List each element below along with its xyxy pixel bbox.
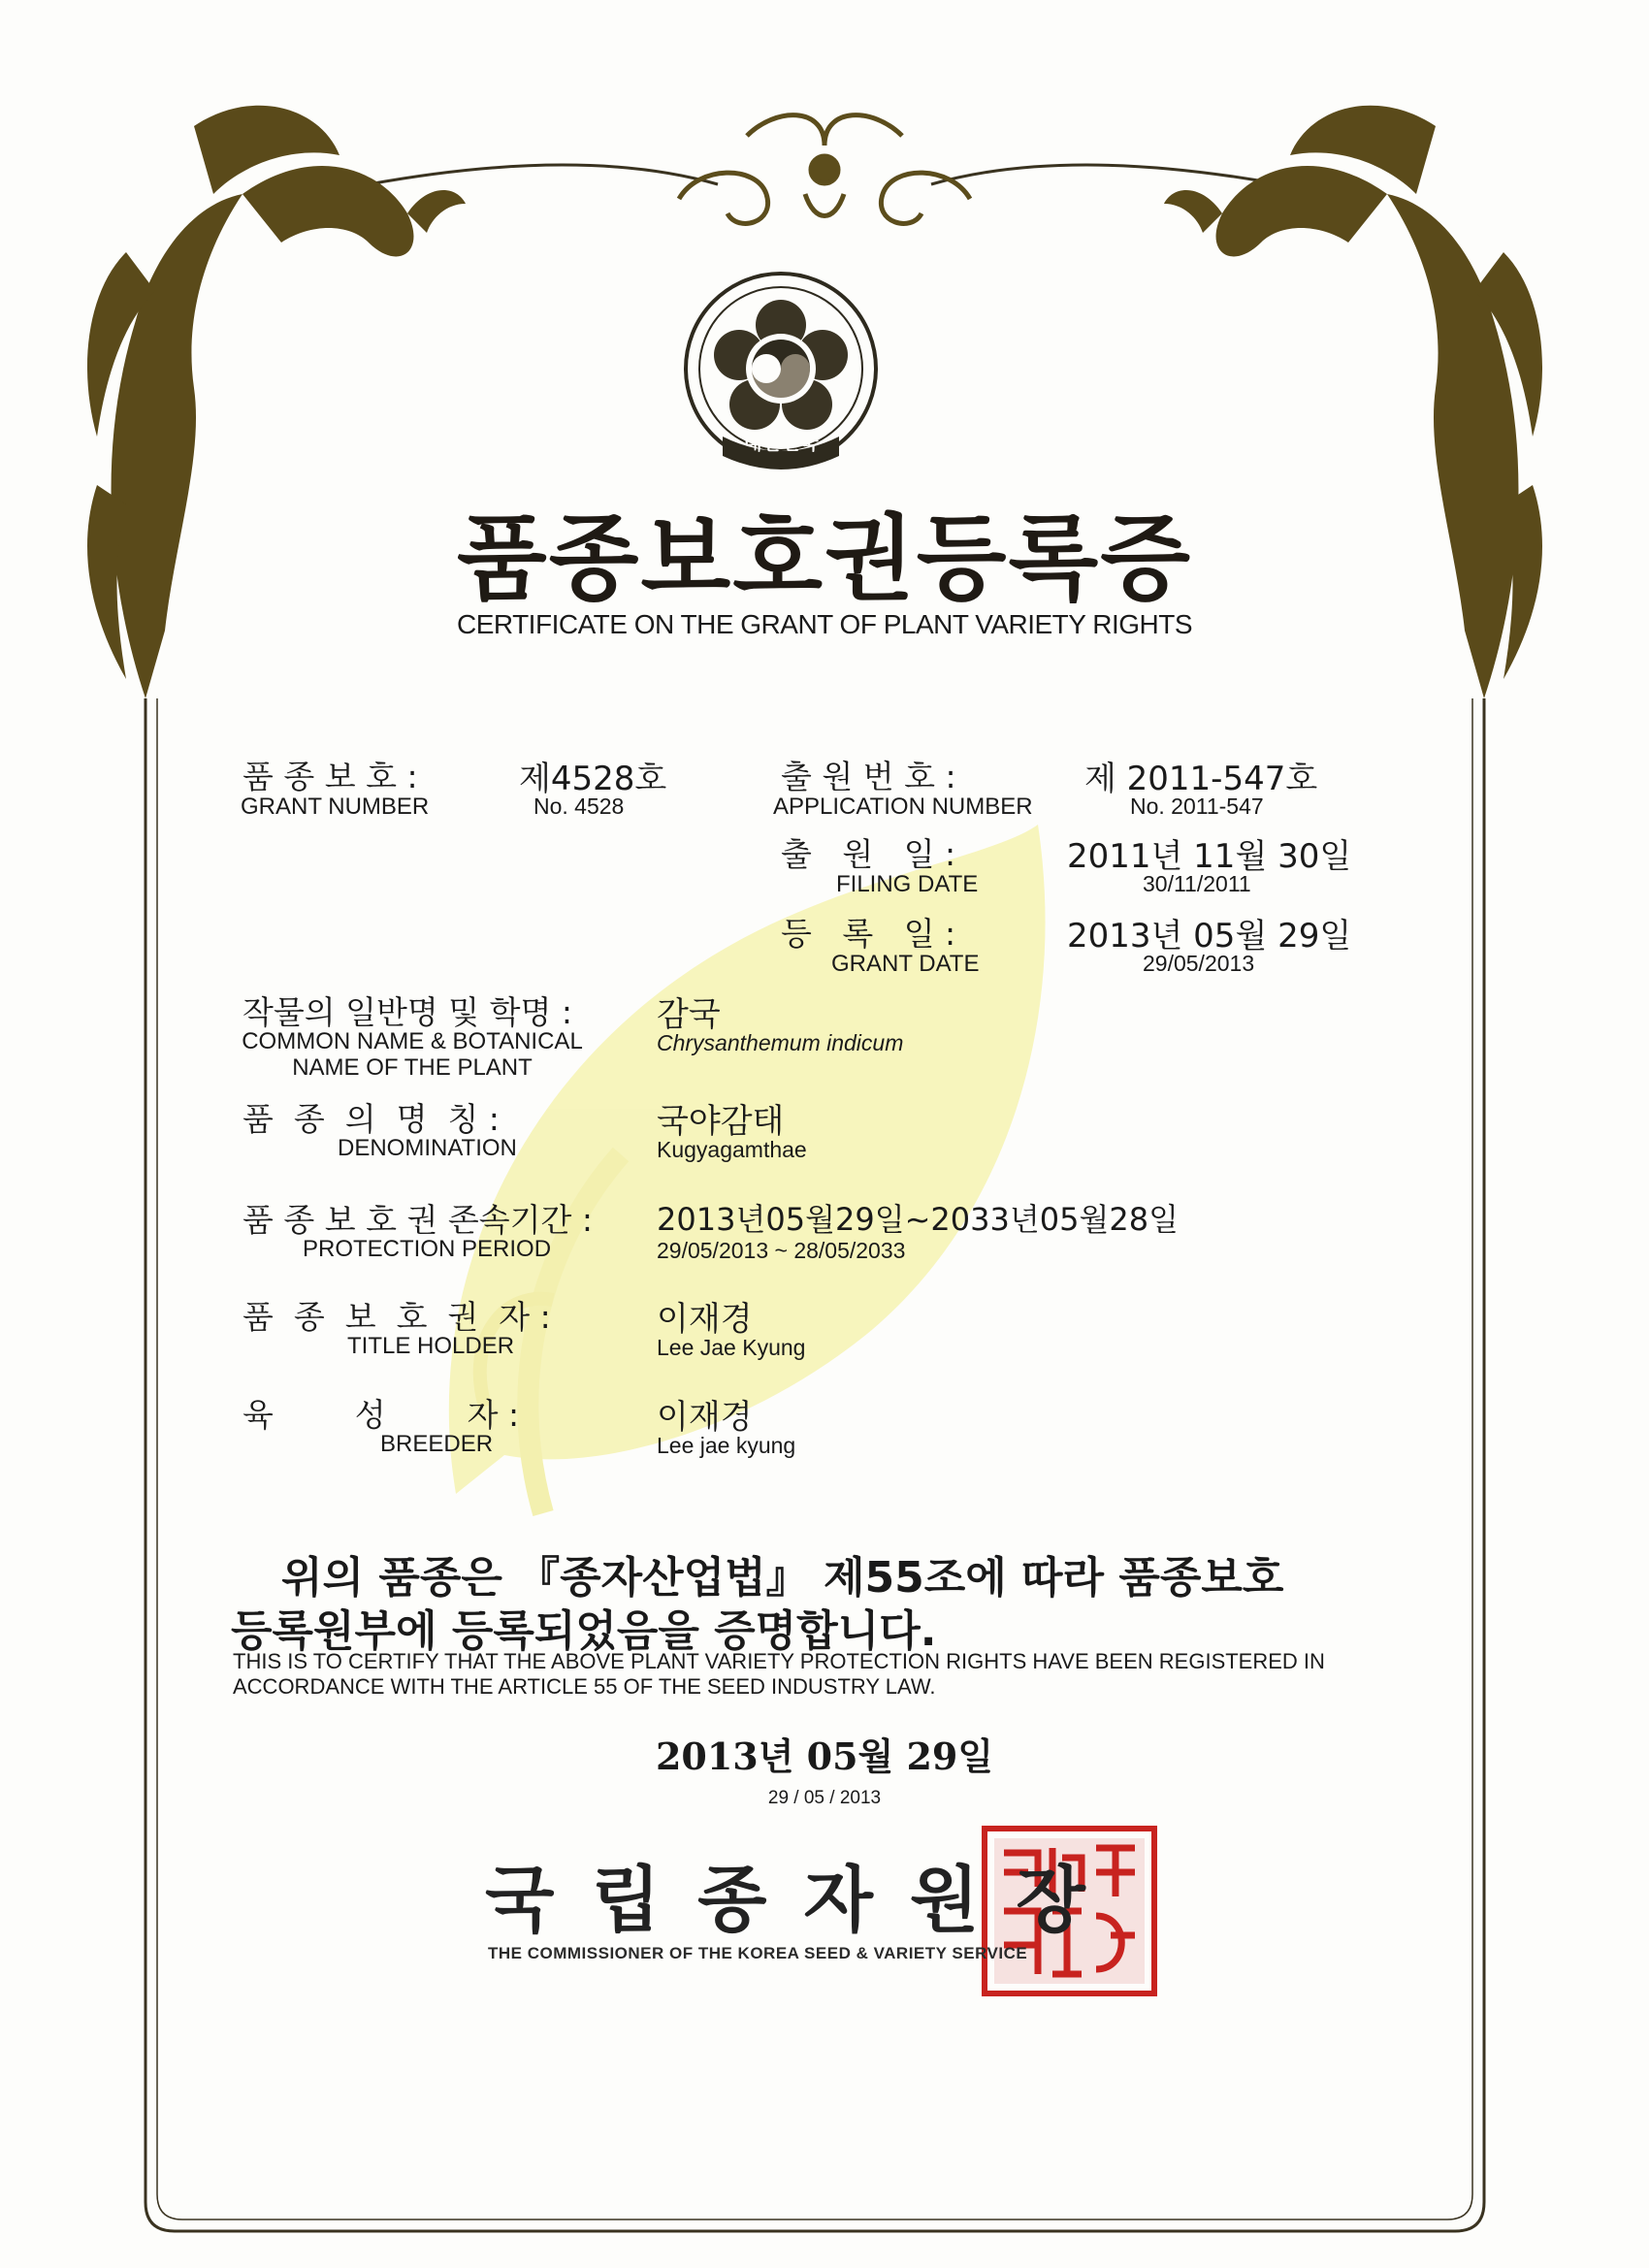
common-name-label-en-2: NAME OF THE PLANT [292,1054,533,1081]
grant-number-value: 제4528호 [519,760,667,798]
issue-date-en: 29 / 05 / 2013 [767,1788,882,1808]
page-title: 품종보호권등록증 [457,504,1192,613]
grant-date-value: 2013년 05월 29일 [1067,917,1352,956]
title-holder-value: 이재경 [657,1300,753,1339]
protection-period-value: 2013년05월29일~2033년05월28일 [657,1201,1180,1238]
grant-date-label-en: GRANT DATE [831,951,980,977]
title-holder-value-en: Lee Jae Kyung [657,1335,806,1360]
issuing-authority: 국립종자원장 [485,1859,1122,1942]
protection-period-label-en: PROTECTION PERIOD [303,1236,552,1262]
application-number-value-en: No. 2011-547 [1130,794,1264,819]
protection-period-label: 품 종 보 호 권 존속기간 : [242,1201,593,1239]
top-scroll-ornament [679,115,970,224]
denomination-value: 국야감태 [657,1102,785,1141]
title-holder-label-en: TITLE HOLDER [347,1333,515,1359]
common-name-value: 감국 [657,995,721,1034]
filing-date-value: 2011년 11월 30일 [1067,837,1352,876]
application-number-label: 출 원 번 호 : [781,758,956,795]
certification-ko-line-2: 등록원부에 등록되었음을 증명합니다. [231,1606,937,1656]
application-number-label-en: APPLICATION NUMBER [773,794,1033,820]
application-number-value: 제 2011-547호 [1084,760,1318,798]
filing-date-label: 출 원 일 : [781,835,956,873]
issue-date: 2013년 05월 29일 [655,1734,994,1778]
botanical-name-value: Chrysanthemum indicum [657,1030,904,1055]
protection-period-value-en: 29/05/2013 ~ 28/05/2033 [657,1238,906,1263]
certification-en-line-2: ACCORDANCE WITH THE ARTICLE 55 OF THE SEED INDUSTRY LAW. [233,1674,936,1699]
title-holder-label: 품 종 보 호 권 자 : [242,1298,551,1336]
denomination-label: 품 종 의 명 칭 : [242,1100,500,1138]
grant-number-value-en: No. 4528 [534,794,625,819]
denomination-value-en: Kugyagamthae [657,1137,807,1162]
grant-number-label-en: GRANT NUMBER [241,794,430,820]
breeder-value-en: Lee jae kyung [657,1433,796,1458]
breeder-label-en: BREEDER [380,1431,494,1457]
filing-date-label-en: FILING DATE [836,871,979,897]
common-name-label-en-1: COMMON NAME & BOTANICAL [242,1028,583,1054]
page-subtitle: CERTIFICATE ON THE GRANT OF PLANT VARIETY RIGHTS [456,609,1193,639]
common-name-label: 작물의 일반명 및 학명 : [242,993,572,1031]
grant-date-value-en: 29/05/2013 [1143,951,1255,976]
breeder-value: 이재경 [657,1398,753,1437]
issuing-authority-en: THE COMMISSIONER OF THE KOREA SEED & VARIETY SERVICE [488,1944,1028,1962]
denomination-label-en: DENOMINATION [338,1135,517,1161]
filing-date-value-en: 30/11/2011 [1143,871,1251,896]
emblem-text: 대한민국 [743,431,819,454]
certification-ko-line-1: 위의 품종은 『종자산업법』 제55조에 따라 품종보호 [281,1553,1284,1603]
grant-number-label: 품 종 보 호 : [242,758,418,795]
breeder-label: 육 성 자 : [242,1396,520,1434]
certification-en-line-1: THIS IS TO CERTIFY THAT THE ABOVE PLANT VARIETY PROTECTION RIGHTS HAVE BEEN REGISTERED IN [233,1649,1325,1673]
grant-date-label: 등 록 일 : [781,915,956,953]
